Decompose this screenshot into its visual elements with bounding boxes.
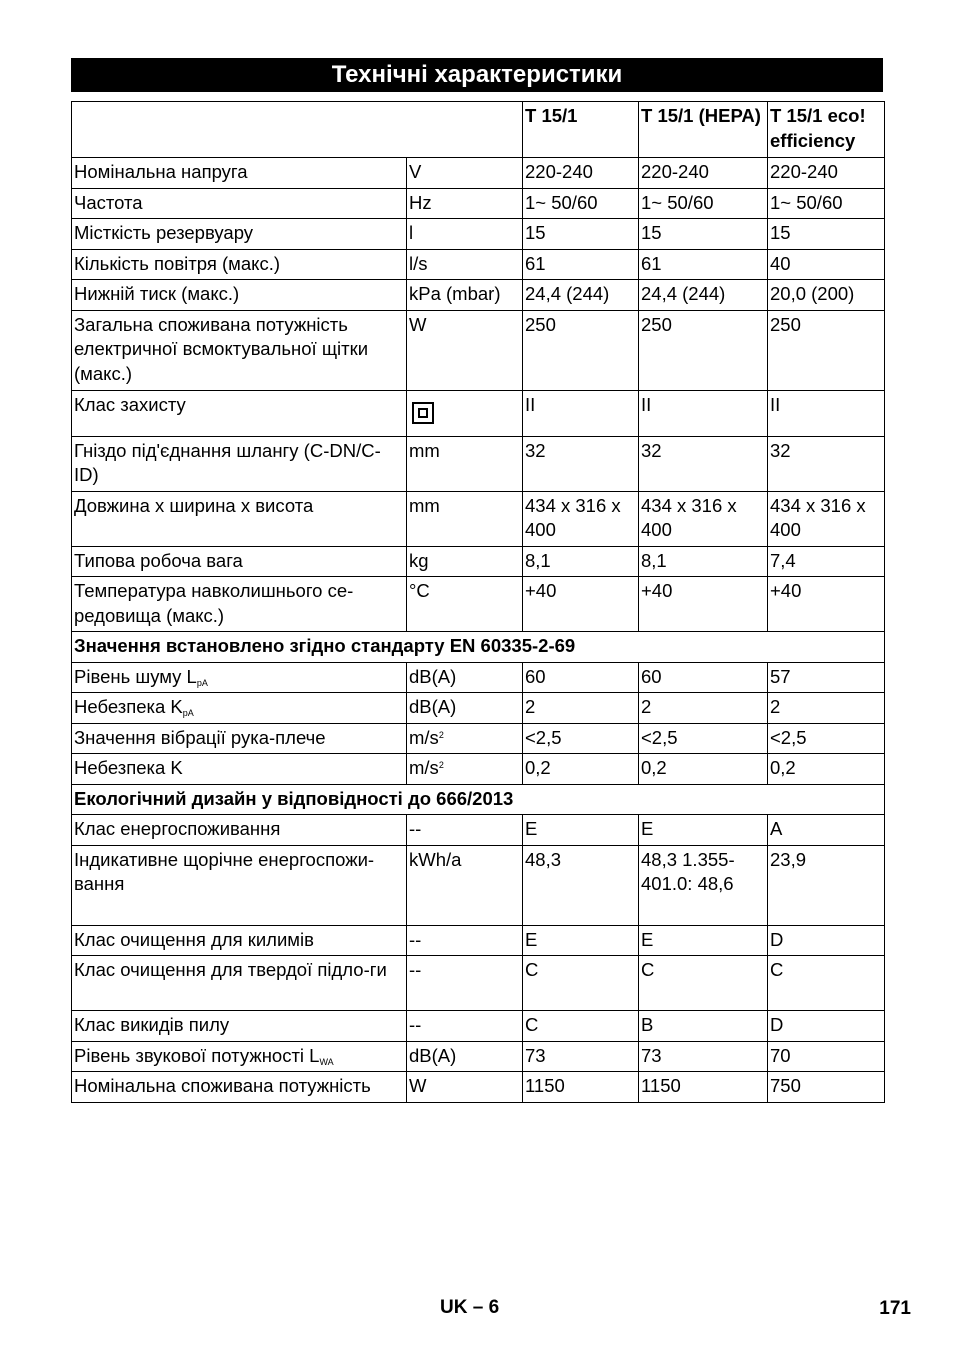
row-unit: mm	[407, 436, 523, 491]
row-unit	[407, 723, 523, 754]
row-value: +40	[523, 577, 639, 632]
table-row	[72, 956, 885, 1011]
row-value: +40	[768, 577, 885, 632]
section-row	[72, 784, 885, 815]
row-value: D	[768, 925, 885, 956]
row-value: 23,9	[768, 845, 885, 925]
table-row	[72, 249, 885, 280]
row-value: 15	[768, 219, 885, 250]
row-value: 1~ 50/60	[768, 188, 885, 219]
row-unit	[407, 390, 523, 436]
row-unit: mm	[407, 491, 523, 546]
row-value: 24,4 (244)	[639, 280, 768, 311]
row-value: 15	[639, 219, 768, 250]
table-row	[72, 188, 885, 219]
row-label: Температура навколишнього се-редовища (макс.)	[72, 577, 407, 632]
row-value: 2	[639, 693, 768, 724]
row-value: C	[639, 956, 768, 1011]
row-value: 220-240	[523, 158, 639, 189]
row-value: 2	[523, 693, 639, 724]
row-label: Частота	[72, 188, 407, 219]
row-value: 20,0 (200)	[768, 280, 885, 311]
table-row	[72, 310, 885, 390]
row-unit: l	[407, 219, 523, 250]
row-unit: dB(A)	[407, 1041, 523, 1072]
row-value: 61	[639, 249, 768, 280]
row-value: 48,3	[523, 845, 639, 925]
row-unit: --	[407, 815, 523, 846]
table-row	[72, 491, 885, 546]
unit-text: m/s	[409, 726, 439, 748]
row-value: 73	[523, 1041, 639, 1072]
page-title: Технічні характеристики	[71, 58, 883, 92]
row-unit: --	[407, 925, 523, 956]
row-value: E	[523, 815, 639, 846]
row-label: Номінальна напруга	[72, 158, 407, 189]
label-subscript: WA	[319, 1056, 334, 1067]
table-row	[72, 1041, 885, 1072]
row-unit: kPa (mbar)	[407, 280, 523, 311]
row-label-text: Небезпека K	[74, 696, 183, 717]
table-row	[72, 815, 885, 846]
row-value: 8,1	[523, 546, 639, 577]
row-label-text: Рівень шуму L	[74, 665, 197, 687]
row-label: Загальна споживана потужність електричної всмоктувальної щітки (макс.)	[72, 310, 407, 390]
row-value: +40	[639, 577, 768, 632]
row-value: 73	[639, 1041, 768, 1072]
row-value: 434 x 316 x 400	[639, 491, 768, 546]
row-value: II	[639, 390, 768, 436]
row-value: 70	[768, 1041, 885, 1072]
row-label: Місткість резервуару	[72, 219, 407, 250]
row-value: <2,5	[639, 723, 768, 754]
row-value: 434 x 316 x 400	[523, 491, 639, 546]
row-label: Гніздо під'єднання шлангу (C-DN/C-ID)	[72, 436, 407, 491]
row-value: 0,2	[639, 754, 768, 785]
table-row	[72, 693, 885, 724]
row-label: Довжина x ширина x висота	[72, 491, 407, 546]
table-row	[72, 662, 885, 693]
row-label: Значення вібрації рука-плече	[72, 723, 407, 754]
row-unit: W	[407, 1072, 523, 1103]
row-value: C	[523, 956, 639, 1011]
row-value: D	[768, 1011, 885, 1042]
table-row	[72, 546, 885, 577]
row-value: 250	[768, 310, 885, 390]
row-label	[72, 1041, 407, 1072]
row-label: Клас очищення для килимів	[72, 925, 407, 956]
section-row	[72, 632, 885, 663]
row-unit	[407, 754, 523, 785]
row-label: Нижній тиск (макс.)	[72, 280, 407, 311]
row-value: II	[523, 390, 639, 436]
row-value: 220-240	[768, 158, 885, 189]
row-value: 24,4 (244)	[523, 280, 639, 311]
row-label: Клас викидів пилу	[72, 1011, 407, 1042]
row-value: 220-240	[639, 158, 768, 189]
table-row	[72, 925, 885, 956]
row-value: C	[768, 956, 885, 1011]
row-value: 250	[639, 310, 768, 390]
row-label: Клас захисту	[72, 390, 407, 436]
row-label: Небезпека K	[72, 754, 407, 785]
table-row	[72, 723, 885, 754]
table-row	[72, 390, 885, 436]
table-row	[72, 845, 885, 925]
row-label-text: Рівень звукової потужності L	[74, 1044, 320, 1066]
row-unit: W	[407, 310, 523, 390]
label-subscript: pA	[196, 677, 208, 688]
row-value: E	[639, 815, 768, 846]
row-value: 32	[523, 436, 639, 491]
row-value: 60	[639, 662, 768, 693]
header-empty-cell	[72, 102, 523, 158]
table-row	[72, 1011, 885, 1042]
row-value: E	[523, 925, 639, 956]
row-label: Кількість повітря (макс.)	[72, 249, 407, 280]
unit-superscript: 2	[438, 760, 444, 770]
row-unit: --	[407, 1011, 523, 1042]
unit-text: m/s	[409, 757, 439, 778]
row-value: 1150	[639, 1072, 768, 1103]
row-unit: l/s	[407, 249, 523, 280]
page-number: 171	[879, 1298, 911, 1319]
row-value: 32	[768, 436, 885, 491]
section-heading-ecodesign: Екологічний дизайн у відповідності до 666/2013	[72, 784, 885, 815]
row-value: 434 x 316 x 400	[768, 491, 885, 546]
row-unit: Hz	[407, 188, 523, 219]
row-unit: dB(A)	[407, 662, 523, 693]
header-model-2: T 15/1 (HEPA)	[639, 102, 768, 158]
table-row	[72, 1072, 885, 1103]
row-value: C	[523, 1011, 639, 1042]
table-row	[72, 436, 885, 491]
row-value: E	[639, 925, 768, 956]
label-subscript: pA	[182, 708, 194, 718]
row-value: <2,5	[768, 723, 885, 754]
row-value: 57	[768, 662, 885, 693]
row-value: 1150	[523, 1072, 639, 1103]
row-label: Клас енергоспоживання	[72, 815, 407, 846]
row-value: 2	[768, 693, 885, 724]
row-value: 1~ 50/60	[639, 188, 768, 219]
row-label	[72, 662, 407, 693]
spec-table	[71, 101, 885, 1103]
header-model-1: T 15/1	[523, 102, 639, 158]
row-value: 8,1	[639, 546, 768, 577]
row-value: 15	[523, 219, 639, 250]
row-label	[72, 693, 407, 724]
table-row	[72, 577, 885, 632]
row-label: Індикативне щорічне енергоспожи-вання	[72, 845, 407, 925]
row-value: 7,4	[768, 546, 885, 577]
row-label: Номінальна споживана потужність	[72, 1072, 407, 1103]
row-value: 0,2	[523, 754, 639, 785]
row-value: II	[768, 390, 885, 436]
row-label: Типова робоча вага	[72, 546, 407, 577]
row-value: 40	[768, 249, 885, 280]
row-value: 32	[639, 436, 768, 491]
row-value: 60	[523, 662, 639, 693]
row-value: B	[639, 1011, 768, 1042]
row-value: 750	[768, 1072, 885, 1103]
row-value: 1~ 50/60	[523, 188, 639, 219]
table-row	[72, 280, 885, 311]
row-value: 0,2	[768, 754, 885, 785]
row-unit: dB(A)	[407, 693, 523, 724]
unit-superscript: 2	[438, 729, 444, 740]
row-value: 48,3 1.355-401.0: 48,6	[639, 845, 768, 925]
table-row	[72, 219, 885, 250]
footer-section-label: UK – 6	[440, 1297, 500, 1318]
section-heading-standard: Значення встановлено згідно стандарту EN 60335-2-69	[72, 632, 885, 663]
row-value: A	[768, 815, 885, 846]
row-unit: --	[407, 956, 523, 1011]
row-value: 61	[523, 249, 639, 280]
header-model-3: T 15/1 eco! efficiency	[768, 102, 885, 158]
table-row	[72, 754, 885, 785]
table-row	[72, 158, 885, 189]
row-value: <2,5	[523, 723, 639, 754]
row-unit: °C	[407, 577, 523, 632]
row-unit: kg	[407, 546, 523, 577]
table-header-row	[72, 102, 885, 158]
row-value: 250	[523, 310, 639, 390]
row-unit: V	[407, 158, 523, 189]
protection-class-ii-icon	[412, 402, 434, 424]
row-label: Клас очищення для твердої підло-ги	[72, 956, 407, 1011]
row-unit: kWh/a	[407, 845, 523, 925]
